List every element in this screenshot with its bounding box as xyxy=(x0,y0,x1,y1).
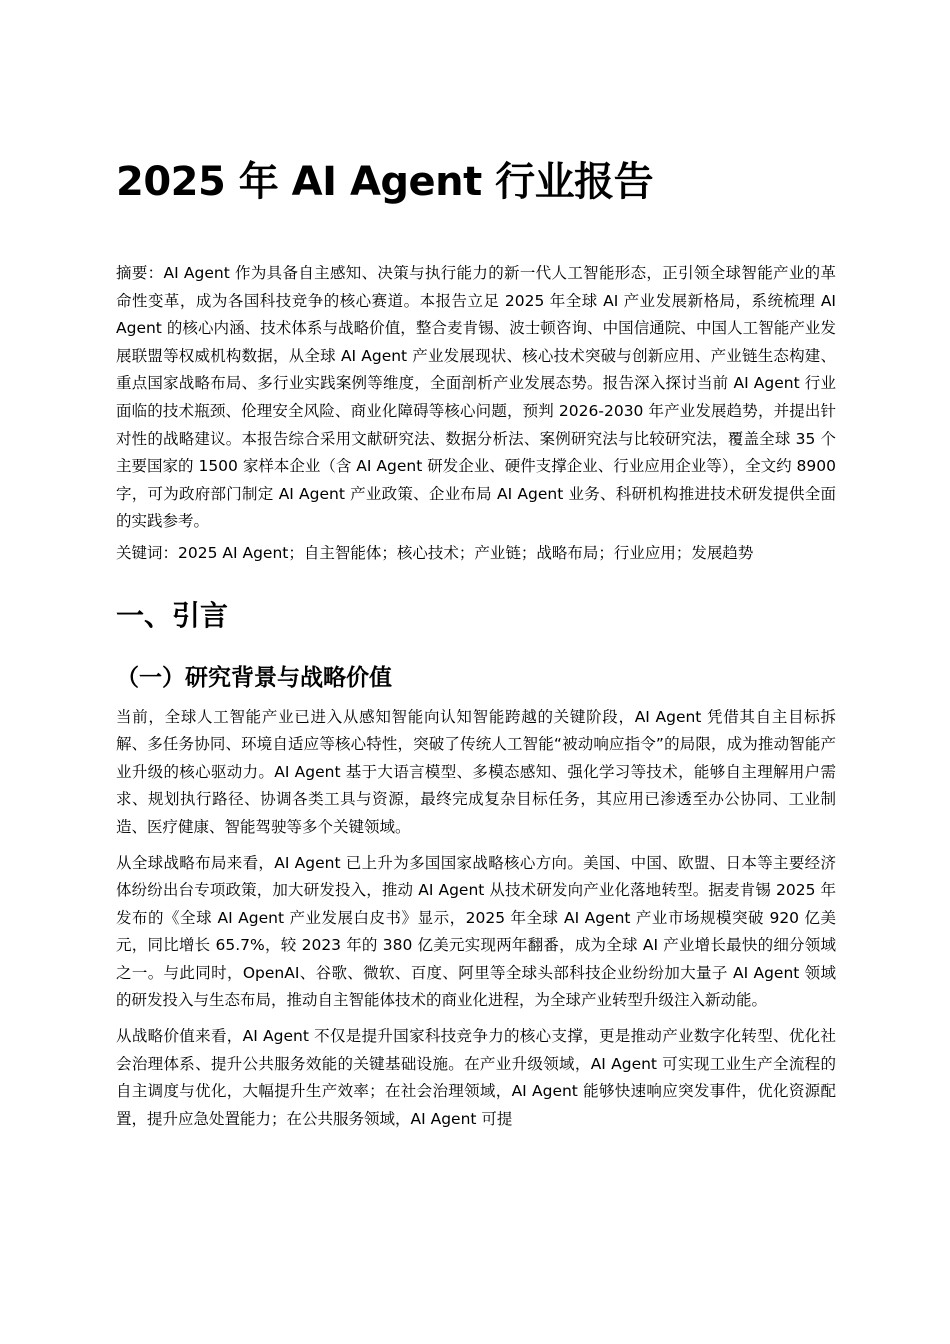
body-paragraph: 从战略价值来看，AI Agent 不仅是提升国家科技竞争力的核心支撑，更是推动产业数字化转型、优化社会治理体系、提升公共服务效能的关键基础设施。在产业升级领域，AI Agent 可实现工业生产全流程的自主调度与优化，大幅提升生产效率；在社会治理领域，AI Agent 能够快速响应突发事件，优化资源配置，提升应急处置能力；在公共服务领域，AI Agent 可提 xyxy=(116,1027,836,1128)
body-paragraph: 当前，全球人工智能产业已进入从感知智能向认知智能跨越的关键阶段，AI Agent 凭借其自主目标拆解、多任务协同、环境自适应等核心特性，突破了传统人工智能“被动响应指令”的局限，成为推动智能产业升级的核心驱动力。AI Agent 基于大语言模型、多模态感知、强化学习等技术，能够自主理解用户需求、规划执行路径、协调各类工具与资源，最终完成复杂目标任务，其应用已渗透至办公协同、工业制造、医疗健康、智能驾驶等多个关键领域。 xyxy=(116,707,836,836)
abstract-paragraph: 摘要：AI Agent 作为具备自主感知、决策与执行能力的新一代人工智能形态，正引领全球智能产业的革命性变革，成为各国科技竞争的核心赛道。本报告立足 2025 年全球 AI 产业发展新格局，系统梳理 AI Agent 的核心内涵、技术体系与战略价值，整合麦肯锡、波士顿咨询、中国信通院、中国人工智能产业发展联盟等权威机构数据，从全球 AI Agent 产业发展现状、核心技术突破与创新应用、产业链生态构建、重点国家战略布局、多行业实践案例等维度，全面剖析产业发展态势。报告深入探讨当前 AI Agent 行业面临的技术瓶颈、伦理安全风险、商业化障碍等核心问题，预判 2026-2030 年产业发展趋势，并提出针对性的战略建议。本报告综合采用文献研究法、数据分析法、案例研究法与比较研究法，覆盖全球 35 个主要国家的 1500 家样本企业（含 AI Agent 研发企业、硬件支撑企业、行业应用企业等），全文约 8900 字，可为政府部门制定 AI Agent 产业政策、企业布局 AI Agent 业务、科研机构推进技术研发提供全面的实践参考。 xyxy=(116,264,836,531)
subsection-heading-background: （一）研究背景与战略价值 xyxy=(116,664,392,691)
keywords-line: 关键词：2025 AI Agent；自主智能体；核心技术；产业链；战略布局；行业应用；发展趋势 xyxy=(116,543,754,562)
document-title: 2025 年 AI Agent 行业报告 xyxy=(116,159,654,205)
section-heading-introduction: 一、引言 xyxy=(116,598,229,632)
document-body xyxy=(116,150,836,1133)
body-paragraph: 从全球战略布局来看，AI Agent 已上升为多国国家战略核心方向。美国、中国、欧盟、日本等主要经济体纷纷出台专项政策，加大研发投入，推动 AI Agent 从技术研发向产业化落地转型。据麦肯锡 2025 年发布的《全球 AI Agent 产业发展白皮书》显示，2025 年全球 AI Agent 产业市场规模突破 920 亿美元，同比增长 65.7%，较 2023 年的 380 亿美元实现两年翻番，成为全球 AI 产业增长最快的细分领域之一。与此同时，OpenAI、谷歌、微软、百度、阿里等全球头部科技企业纷纷加大量子 AI Agent 领域的研发投入与生态布局，推动自主智能体技术的商业化进程，为全球产业转型升级注入新动能。 xyxy=(116,853,836,1010)
